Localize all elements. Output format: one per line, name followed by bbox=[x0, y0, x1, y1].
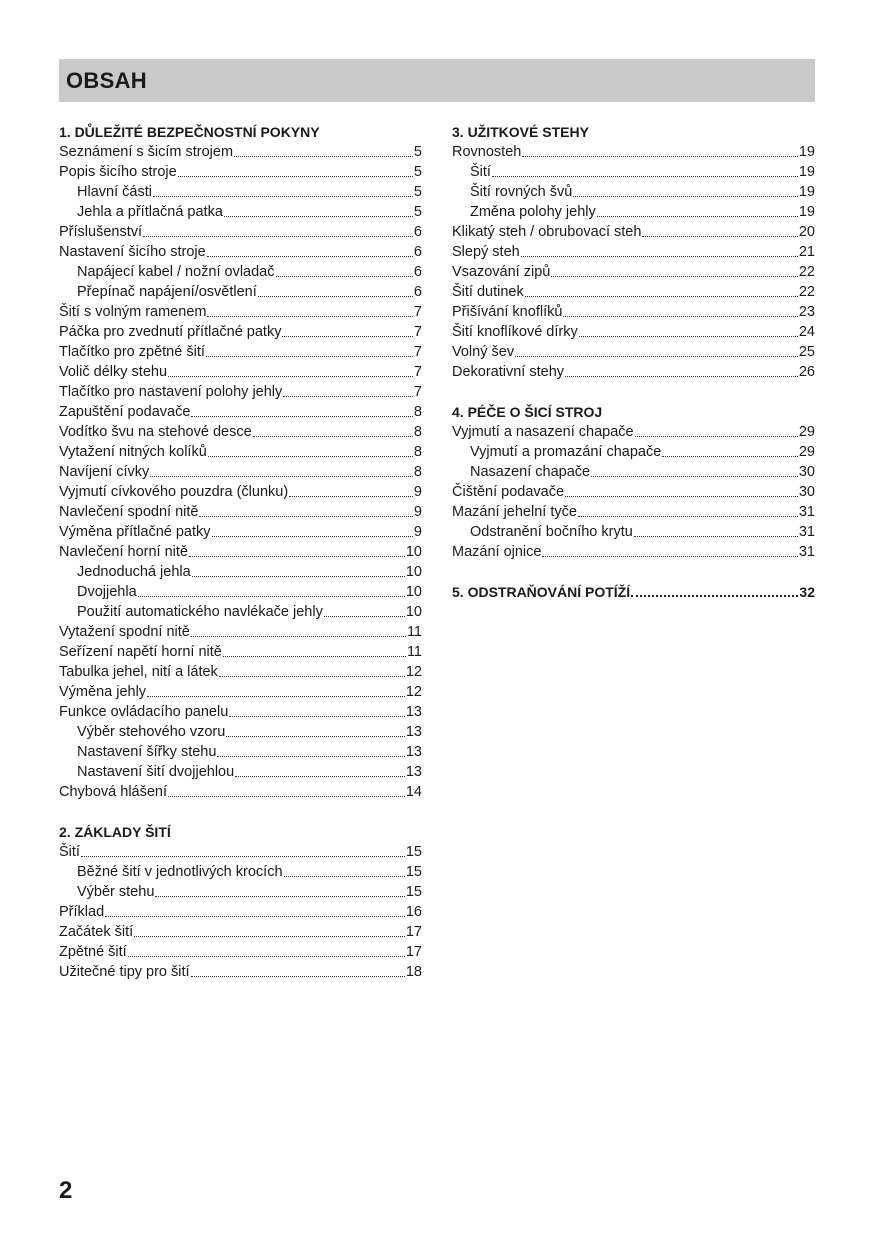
toc-entry[interactable] bbox=[59, 722, 422, 742]
dot-leader bbox=[191, 975, 405, 977]
toc-entry[interactable] bbox=[59, 482, 422, 502]
toc-entry-page: 24 bbox=[798, 324, 815, 340]
toc-entry[interactable] bbox=[59, 562, 422, 582]
toc-entry-title: Vodítko švu na stehové desce bbox=[59, 424, 252, 440]
toc-entry-page: 7 bbox=[413, 324, 422, 340]
toc-entry-page: 5 bbox=[413, 184, 422, 200]
toc-entry-page: 5 bbox=[413, 204, 422, 220]
dot-leader bbox=[573, 195, 798, 197]
toc-entry-page: 5 bbox=[413, 144, 422, 160]
toc-entry-page: 19 bbox=[798, 204, 815, 220]
dot-leader bbox=[521, 255, 798, 257]
toc-entry-title: Dekorativní stehy bbox=[452, 364, 565, 380]
toc-entry-page: 19 bbox=[798, 184, 815, 200]
toc-entry-title: Navlečení spodní nitě bbox=[59, 504, 199, 520]
toc-entry[interactable] bbox=[59, 922, 422, 942]
toc-entry-title: Použití automatického navlékače jehly bbox=[77, 604, 323, 620]
toc-entry[interactable] bbox=[59, 762, 422, 782]
dot-leader bbox=[492, 175, 798, 177]
toc-entry-page: 7 bbox=[413, 364, 422, 380]
toc-entry[interactable] bbox=[59, 662, 422, 682]
toc-entry-page: 6 bbox=[413, 224, 422, 240]
toc-entry-page: 11 bbox=[406, 644, 422, 660]
dot-leader bbox=[150, 475, 413, 477]
dot-leader bbox=[258, 295, 413, 297]
toc-entry[interactable] bbox=[452, 262, 815, 282]
toc-entry-page: 15 bbox=[405, 884, 422, 900]
toc-entry-page: 22 bbox=[798, 284, 815, 300]
toc-entry[interactable] bbox=[59, 542, 422, 562]
toc-entry-title: Jednoduchá jehla bbox=[77, 564, 191, 580]
toc-entry[interactable] bbox=[452, 542, 815, 562]
toc-entry-page: 6 bbox=[413, 264, 422, 280]
toc-entry-title: Výběr stehového vzoru bbox=[77, 724, 226, 740]
toc-entry-title: Nastavení šití dvojjehlou bbox=[77, 764, 235, 780]
dot-leader bbox=[551, 275, 798, 277]
toc-entry-title: Popis šicího stroje bbox=[59, 164, 177, 180]
toc-entry[interactable] bbox=[59, 882, 422, 902]
toc-entry[interactable] bbox=[452, 142, 815, 162]
toc-entry-title: Volný šev bbox=[452, 344, 515, 360]
toc-entry-title: Jehla a přítlačná patka bbox=[77, 204, 223, 220]
dot-leader bbox=[207, 315, 412, 317]
toc-entry-title: Navlečení horní nitě bbox=[59, 544, 188, 560]
section-heading: 3. UŽITKOVÉ STEHY bbox=[452, 124, 589, 140]
toc-entry-title: Vyjmutí a promazání chapače bbox=[470, 444, 662, 460]
toc-entry[interactable] bbox=[59, 862, 422, 882]
toc-section bbox=[59, 822, 422, 982]
toc-entry-page: 31 bbox=[798, 544, 815, 560]
dot-leader bbox=[234, 155, 413, 157]
toc-entry-title: Vsazování zipů bbox=[452, 264, 551, 280]
toc-entry[interactable] bbox=[59, 702, 422, 722]
toc-entry-page: 8 bbox=[413, 464, 422, 480]
toc-entry-page: 25 bbox=[798, 344, 815, 360]
toc-entry[interactable] bbox=[452, 182, 815, 202]
toc-title-bar bbox=[59, 59, 815, 102]
toc-entry[interactable] bbox=[59, 602, 422, 622]
toc-entry-page: 13 bbox=[405, 704, 422, 720]
toc-entry-page: 31 bbox=[798, 504, 815, 520]
toc-entry[interactable] bbox=[59, 462, 422, 482]
dot-leader bbox=[192, 575, 405, 577]
toc-entry-title: Šití dutinek bbox=[452, 284, 524, 300]
section-heading: 1. DŮLEŽITÉ BEZPEČNOSTNÍ POKYNY bbox=[59, 124, 320, 140]
toc-entry-title: Mazání jehelní tyče bbox=[452, 504, 577, 520]
toc-entry[interactable] bbox=[452, 282, 815, 302]
toc-entry[interactable] bbox=[59, 502, 422, 522]
toc-entry[interactable] bbox=[59, 742, 422, 762]
toc-entry-title: Vytažení spodní nitě bbox=[59, 624, 190, 640]
toc-entry-page: 16 bbox=[405, 904, 422, 920]
toc-entry-title: Přepínač napájení/osvětlení bbox=[77, 284, 257, 300]
toc-entry-page: 21 bbox=[798, 244, 815, 260]
dot-leader bbox=[579, 335, 798, 337]
toc-entry-page: 7 bbox=[413, 304, 422, 320]
toc-entry[interactable] bbox=[59, 282, 422, 302]
dot-leader bbox=[635, 435, 798, 437]
dot-leader bbox=[223, 655, 406, 657]
toc-entry-page: 10 bbox=[405, 604, 422, 620]
toc-entry[interactable] bbox=[452, 522, 815, 542]
dot-leader bbox=[226, 735, 405, 737]
toc-entry-title: Šití bbox=[470, 164, 491, 180]
toc-entry-title: Páčka pro zvednutí přítlačné patky bbox=[59, 324, 282, 340]
toc-entry-title: Nastavení šířky stehu bbox=[77, 744, 217, 760]
toc-entry[interactable] bbox=[59, 442, 422, 462]
toc-entry-title: Vyjmutí cívkového pouzdra (člunku) bbox=[59, 484, 289, 500]
dot-leader bbox=[282, 335, 412, 337]
toc-entry-title: Šití bbox=[59, 844, 80, 860]
toc-entry-title: Příslušenství bbox=[59, 224, 142, 240]
toc-entry-title: Tlačítko pro nastavení polohy jehly bbox=[59, 384, 283, 400]
toc-entry[interactable] bbox=[59, 782, 422, 802]
toc-entry-page: 17 bbox=[405, 944, 422, 960]
dot-leader bbox=[591, 475, 798, 477]
toc-entry-title: Výběr stehu bbox=[77, 884, 155, 900]
toc-section bbox=[452, 402, 815, 562]
toc-entry-page: 23 bbox=[798, 304, 815, 320]
toc-entry-page: 9 bbox=[413, 504, 422, 520]
toc-right-column bbox=[452, 122, 815, 622]
dot-leader bbox=[207, 255, 413, 257]
dot-leader bbox=[81, 855, 405, 857]
dot-leader bbox=[217, 755, 404, 757]
dot-leader bbox=[284, 875, 405, 877]
dot-leader bbox=[662, 455, 798, 457]
dot-leader bbox=[134, 935, 405, 937]
toc-entry-title: Rovnosteh bbox=[452, 144, 522, 160]
toc-entry-title: Nastavení šicího stroje bbox=[59, 244, 206, 260]
toc-entry[interactable] bbox=[59, 622, 422, 642]
dot-leader bbox=[542, 555, 797, 557]
toc-entry[interactable] bbox=[59, 382, 422, 402]
toc-entry-page: 29 bbox=[798, 444, 815, 460]
toc-entry[interactable] bbox=[452, 362, 815, 382]
toc-entry[interactable] bbox=[59, 322, 422, 342]
dot-leader bbox=[191, 635, 406, 637]
toc-entry-page: 20 bbox=[798, 224, 815, 240]
toc-entry-title: Výměna jehly bbox=[59, 684, 147, 700]
toc-entry-page: 13 bbox=[405, 744, 422, 760]
toc-entry-page: 13 bbox=[405, 724, 422, 740]
dot-leader bbox=[229, 715, 405, 717]
toc-entry-page: 10 bbox=[405, 544, 422, 560]
section-heading-entry[interactable] bbox=[452, 582, 815, 602]
toc-entry[interactable] bbox=[59, 422, 422, 442]
dot-leader bbox=[153, 195, 413, 197]
page-number: 2 bbox=[59, 1177, 73, 1204]
dot-leader bbox=[578, 515, 798, 517]
toc-entry-title: Příklad bbox=[59, 904, 105, 920]
toc-left-column bbox=[59, 122, 422, 1002]
toc-entry[interactable] bbox=[452, 422, 815, 442]
toc-entry[interactable] bbox=[59, 962, 422, 982]
dot-leader bbox=[289, 495, 413, 497]
dot-leader bbox=[631, 594, 798, 597]
dot-leader bbox=[155, 895, 404, 897]
toc-entry-page: 17 bbox=[405, 924, 422, 940]
toc-entry-page: 13 bbox=[405, 764, 422, 780]
toc-entry[interactable] bbox=[452, 342, 815, 362]
toc-entry-title: Výměna přítlačné patky bbox=[59, 524, 211, 540]
dot-leader bbox=[642, 235, 797, 237]
toc-entry-page: 6 bbox=[413, 244, 422, 260]
toc-entry-page: 19 bbox=[798, 144, 815, 160]
toc-entry[interactable] bbox=[452, 502, 815, 522]
toc-entry-page: 15 bbox=[405, 844, 422, 860]
toc-entry[interactable] bbox=[59, 342, 422, 362]
toc-entry[interactable] bbox=[59, 242, 422, 262]
dot-leader bbox=[147, 695, 405, 697]
toc-entry-title: Změna polohy jehly bbox=[470, 204, 596, 220]
dot-leader bbox=[199, 515, 412, 517]
dot-leader bbox=[208, 455, 413, 457]
toc-entry[interactable] bbox=[452, 162, 815, 182]
toc-entry-title: Vyjmutí a nasazení chapače bbox=[452, 424, 634, 440]
dot-leader bbox=[276, 275, 413, 277]
toc-section bbox=[59, 122, 422, 802]
toc-entry[interactable] bbox=[59, 842, 422, 862]
dot-leader bbox=[235, 775, 405, 777]
toc-entry[interactable] bbox=[59, 902, 422, 922]
toc-entry-title: Šití knoflíkové dírky bbox=[452, 324, 578, 340]
dot-leader bbox=[565, 495, 798, 497]
dot-leader bbox=[128, 955, 405, 957]
toc-entry-title: Nasazení chapače bbox=[470, 464, 591, 480]
toc-entry[interactable] bbox=[59, 642, 422, 662]
toc-entry-page: 8 bbox=[413, 404, 422, 420]
toc-entry[interactable] bbox=[59, 302, 422, 322]
toc-entry[interactable] bbox=[59, 142, 422, 162]
dot-leader bbox=[212, 535, 413, 537]
toc-entry[interactable] bbox=[59, 182, 422, 202]
toc-entry-page: 7 bbox=[413, 384, 422, 400]
toc-title: OBSAH bbox=[66, 67, 147, 93]
toc-entry-title: Odstranění bočního krytu bbox=[470, 524, 633, 540]
toc-entry-title: Vytažení nitných kolíků bbox=[59, 444, 207, 460]
toc-entry-title: Chybová hlášení bbox=[59, 784, 168, 800]
dot-leader bbox=[565, 375, 798, 377]
toc-entry-title: Seřízení napětí horní nitě bbox=[59, 644, 222, 660]
dot-leader bbox=[168, 375, 413, 377]
toc-entry-title: Tlačítko pro zpětné šití bbox=[59, 344, 205, 360]
toc-entry-title: Seznámení s šicím strojem bbox=[59, 144, 234, 160]
toc-entry-title: Běžné šití v jednotlivých krocích bbox=[77, 864, 283, 880]
dot-leader bbox=[105, 915, 405, 917]
dot-leader bbox=[525, 295, 798, 297]
dot-leader bbox=[224, 215, 413, 217]
toc-entry-page: 19 bbox=[798, 164, 815, 180]
toc-entry-page: 18 bbox=[405, 964, 422, 980]
toc-entry[interactable] bbox=[59, 362, 422, 382]
toc-section bbox=[452, 122, 815, 382]
toc-entry-title: Mazání ojnice bbox=[452, 544, 542, 560]
toc-entry[interactable] bbox=[59, 262, 422, 282]
toc-entry-page: 22 bbox=[798, 264, 815, 280]
dot-leader bbox=[168, 795, 405, 797]
toc-entry-title: Šití rovných švů bbox=[470, 184, 573, 200]
toc-entry-page: 9 bbox=[413, 524, 422, 540]
toc-entry-page: 8 bbox=[413, 424, 422, 440]
toc-entry-title: Šití s volným ramenem bbox=[59, 304, 207, 320]
toc-entry-title: Navíjení cívky bbox=[59, 464, 150, 480]
section-heading: 4. PÉČE O ŠICÍ STROJ bbox=[452, 404, 603, 420]
toc-entry-title: Napájecí kabel / nožní ovladač bbox=[77, 264, 275, 280]
toc-entry-page: 11 bbox=[406, 624, 422, 640]
toc-entry[interactable] bbox=[452, 442, 815, 462]
toc-entry-title: Přišívání knoflíků bbox=[452, 304, 563, 320]
dot-leader bbox=[563, 315, 797, 317]
toc-entry-title: Klikatý steh / obrubovací steh bbox=[452, 224, 642, 240]
toc-entry[interactable] bbox=[452, 322, 815, 342]
toc-entry-page: 7 bbox=[413, 344, 422, 360]
toc-entry-title: Funkce ovládacího panelu bbox=[59, 704, 229, 720]
toc-entry-page: 10 bbox=[405, 584, 422, 600]
toc-entry[interactable] bbox=[452, 482, 815, 502]
section-heading: 2. ZÁKLADY ŠITÍ bbox=[59, 824, 171, 840]
toc-entry[interactable] bbox=[452, 202, 815, 222]
toc-entry-page: 12 bbox=[405, 684, 422, 700]
toc-entry-page: 30 bbox=[798, 464, 815, 480]
toc-entry[interactable] bbox=[59, 202, 422, 222]
toc-entry-page: 31 bbox=[798, 524, 815, 540]
dot-leader bbox=[219, 675, 405, 677]
dot-leader bbox=[324, 615, 405, 617]
toc-entry-title: Užitečné tipy pro šití bbox=[59, 964, 190, 980]
dot-leader bbox=[206, 355, 413, 357]
toc-entry[interactable] bbox=[452, 302, 815, 322]
toc-entry-title: Hlavní části bbox=[77, 184, 152, 200]
toc-entry[interactable] bbox=[59, 522, 422, 542]
dot-leader bbox=[522, 155, 798, 157]
toc-entry-page: 10 bbox=[405, 564, 422, 580]
toc-entry-page: 8 bbox=[413, 444, 422, 460]
toc-entry-page: 5 bbox=[413, 164, 422, 180]
toc-entry-title: Dvojjehla bbox=[77, 584, 137, 600]
toc-entry-title: Zapuštění podavače bbox=[59, 404, 191, 420]
toc-entry-page: 32 bbox=[799, 584, 815, 600]
toc-entry[interactable] bbox=[452, 462, 815, 482]
dot-leader bbox=[253, 435, 413, 437]
dot-leader bbox=[634, 535, 798, 537]
toc-entry-title: Volič délky stehu bbox=[59, 364, 168, 380]
toc-entry-page: 9 bbox=[413, 484, 422, 500]
toc-entry[interactable] bbox=[452, 242, 815, 262]
dot-leader bbox=[189, 555, 405, 557]
toc-entry-page: 12 bbox=[405, 664, 422, 680]
toc-entry-page: 30 bbox=[798, 484, 815, 500]
dot-leader bbox=[138, 595, 405, 597]
toc-entry-page: 14 bbox=[405, 784, 422, 800]
toc-entry[interactable] bbox=[59, 402, 422, 422]
dot-leader bbox=[178, 175, 413, 177]
toc-entry[interactable] bbox=[59, 682, 422, 702]
dot-leader bbox=[191, 415, 413, 417]
toc-entry-title: Začátek šití bbox=[59, 924, 134, 940]
toc-entry-page: 26 bbox=[798, 364, 815, 380]
toc-entry[interactable] bbox=[59, 222, 422, 242]
dot-leader bbox=[515, 355, 798, 357]
toc-entry-title: 5. ODSTRAŇOVÁNÍ POTÍŽÍ bbox=[452, 584, 631, 600]
toc-entry-title: Slepý steh bbox=[452, 244, 520, 260]
toc-entry-page: 29 bbox=[798, 424, 815, 440]
toc-entry-page: 15 bbox=[405, 864, 422, 880]
toc-entry[interactable] bbox=[59, 942, 422, 962]
dot-leader bbox=[143, 235, 413, 237]
toc-section bbox=[452, 582, 815, 602]
toc-entry-title: Zpětné šití bbox=[59, 944, 127, 960]
toc-entry-title: Tabulka jehel, nití a látek bbox=[59, 664, 218, 680]
toc-entry[interactable] bbox=[452, 222, 815, 242]
toc-entry[interactable] bbox=[59, 162, 422, 182]
dot-leader bbox=[597, 215, 798, 217]
dot-leader bbox=[283, 395, 413, 397]
toc-entry[interactable] bbox=[59, 582, 422, 602]
toc-entry-page: 6 bbox=[413, 284, 422, 300]
toc-entry-title: Čištění podavače bbox=[452, 484, 565, 500]
